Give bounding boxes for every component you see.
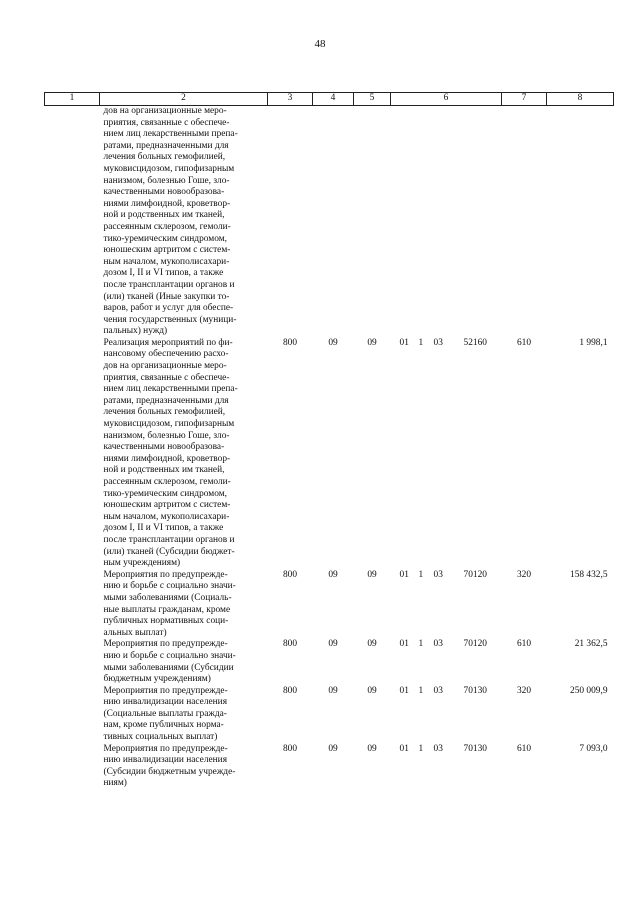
table-row [45, 639, 614, 685]
target-article-parts [392, 106, 501, 118]
row-target-article [391, 570, 502, 640]
row-number-cell [45, 686, 100, 744]
row-name: Мероприятия по предупрежде- нию и борьбе с социально значи- мыми заболеваниями (Социаль- ные выплаты гражданам, кроме публичных нормативных соци- альных выплат) [103, 569, 236, 638]
row-target-article [391, 338, 502, 570]
row-amount: 250 009,9 [570, 685, 608, 696]
row-name: Мероприятия по предупрежде- нию инвалидизации населения (Социальные выплаты гражда- нам, кроме публичных норма- тивных социальных выплат) [103, 685, 228, 743]
row-expense-type: 610 [516, 743, 532, 754]
row-target-article [391, 106, 502, 338]
target-article-direction: 70130 [463, 685, 487, 696]
target-article-parts [392, 686, 501, 698]
row-amount: 158 432,5 [570, 569, 608, 580]
target-article-subprogram: 1 [418, 685, 424, 696]
row-amount: 7 093,0 [579, 743, 608, 754]
row-name: Реализация мероприятий по фи- нансовому обеспечению расхо- дов на организационные меро- приятия, связанные с обеспече- нием лиц лекарственными препа- ратами, предназначенными для лечения больных гемофилией, муковисцидозом, гипофизарным нанизмом, болезнью Гоше, зло- качественными новообразова- ниями лимфоидной, кроветвор- ной и родственных им тканей, рассеянным склерозом, гемоли- тико-уремическим синдромом, юношеским артритом с систем- ным началом, мукополисахари- дозом I, II и VI типов, а также после трансплантации органов и (или) тканей (Субсидии бюджет- ным учреждениям) [103, 337, 238, 569]
target-article-main-event: 03 [433, 569, 443, 580]
target-article-main-event: 03 [433, 743, 443, 754]
target-article-program: 01 [399, 337, 409, 348]
page-number: 48 [314, 38, 326, 50]
row-expense-type: 610 [516, 337, 532, 348]
row-target-article [391, 686, 502, 744]
row-section-code: 09 [328, 685, 338, 696]
target-article-main-event: 03 [433, 337, 443, 348]
row-number-cell [45, 338, 100, 570]
header-row [45, 93, 614, 106]
target-article-main-event: 03 [433, 639, 443, 650]
target-article-subprogram: 1 [418, 743, 424, 754]
target-article-program: 01 [399, 569, 409, 580]
target-article-parts [392, 338, 501, 350]
target-article-parts [392, 744, 501, 756]
row-amount [547, 106, 614, 338]
target-article-subprogram: 1 [418, 639, 424, 650]
row-name: дов на организационные меро- приятия, связанные с обеспече- нием лиц лекарственными препа- ратами, предназначенными для лечения больных гемофилией, муковисцидозом, гипофизарным нанизмом, болезнью Гоше, зло- качественными новообразова- ниями лимфоидной, кроветвор- ной и родственных им тканей, рассеянным склерозом, гемоли- тико-уремическим синдромом, юношеским артритом с систем- ным началом, мукополисахари- дозом I, II и VI типов, а также после трансплантации органов и (или) тканей (Иные закупки то- варов, работ и услуг для обеспе- чения государственных (муници- пальных) нужд) [103, 106, 238, 337]
row-expense-type [502, 106, 547, 338]
table-body [45, 106, 614, 791]
row-amount: 21 362,5 [574, 639, 608, 650]
row-target-article [391, 639, 502, 685]
table-row [45, 744, 614, 790]
row-ministry-code: 800 [282, 743, 298, 754]
row-ministry-code: 800 [282, 337, 298, 348]
row-section-code [313, 106, 354, 338]
row-section-code: 09 [328, 569, 338, 580]
row-subsection-code: 09 [367, 639, 377, 650]
row-name: Мероприятия по предупрежде- нию и борьбе с социально значи- мыми заболеваниями (Субсидии бюджетным учреждениям) [103, 639, 236, 685]
row-section-code: 09 [328, 639, 338, 650]
row-number-cell [45, 639, 100, 685]
target-article-parts [392, 570, 501, 582]
row-expense-type: 320 [516, 685, 532, 696]
row-amount: 1 998,1 [579, 337, 608, 348]
header-cell-2: 2 [100, 93, 268, 106]
target-article-program: 01 [399, 639, 409, 650]
row-number-cell [45, 570, 100, 640]
row-number-cell [45, 744, 100, 790]
row-expense-type: 610 [516, 639, 532, 650]
row-name: Мероприятия по предупрежде- нию инвалидизации населения (Субсидии бюджетным учрежде- ниям) [103, 743, 236, 789]
header-cell-8: 8 [547, 93, 614, 106]
target-article-main-event: 03 [433, 685, 443, 696]
header-cell-7: 7 [502, 93, 547, 106]
header-cell-6: 6 [391, 93, 502, 106]
target-article-subprogram: 1 [418, 569, 424, 580]
target-article-subprogram: 1 [418, 337, 424, 348]
row-subsection-code: 09 [367, 569, 377, 580]
row-ministry-code: 800 [282, 685, 298, 696]
target-article-direction: 70130 [463, 743, 487, 754]
row-ministry-code: 800 [282, 639, 298, 650]
row-expense-type: 320 [516, 569, 532, 580]
header-cell-5: 5 [354, 93, 391, 106]
row-subsection-code: 09 [367, 685, 377, 696]
header-cell-4: 4 [313, 93, 354, 106]
row-subsection-code: 09 [367, 337, 377, 348]
row-number-cell [45, 106, 100, 338]
target-article-program: 01 [399, 743, 409, 754]
table-row [45, 338, 614, 570]
table-row [45, 106, 614, 338]
table-row [45, 686, 614, 744]
target-article-direction: 70120 [463, 639, 487, 650]
row-subsection-code [354, 106, 391, 338]
target-article-program: 01 [399, 685, 409, 696]
target-article-direction: 70120 [463, 569, 487, 580]
row-ministry-code [268, 106, 313, 338]
row-target-article [391, 744, 502, 790]
header-cell-3: 3 [268, 93, 313, 106]
budget-table [44, 92, 614, 790]
row-subsection-code: 09 [367, 743, 377, 754]
table-row [45, 570, 614, 640]
target-article-parts [392, 639, 501, 651]
header-cell-1: 1 [45, 93, 100, 106]
row-section-code: 09 [328, 743, 338, 754]
row-section-code: 09 [328, 337, 338, 348]
row-ministry-code: 800 [282, 569, 298, 580]
target-article-direction: 52160 [463, 337, 487, 348]
